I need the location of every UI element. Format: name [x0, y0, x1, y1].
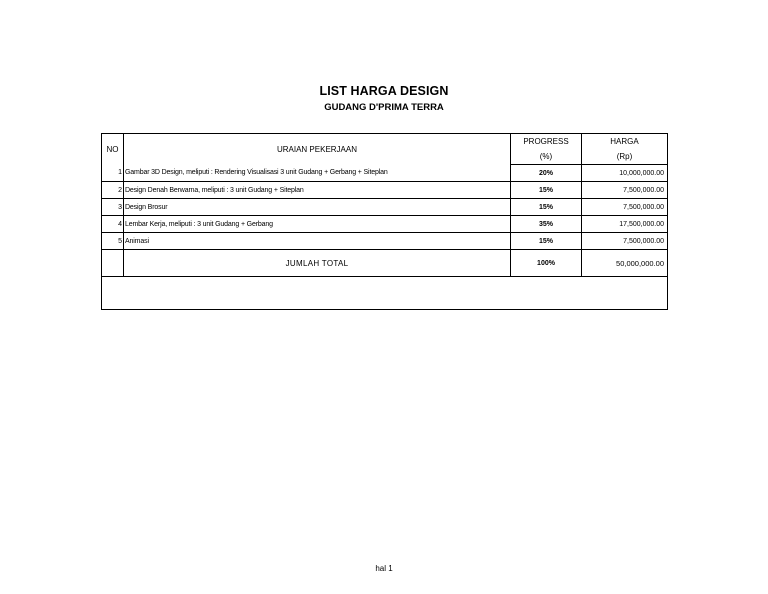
- row-number: 4: [102, 216, 124, 233]
- row-number: 2: [102, 182, 124, 199]
- total-row: [102, 250, 668, 277]
- row-number: 3: [102, 199, 124, 216]
- header-description: URAIAN PEKERJAAN: [124, 134, 511, 165]
- total-no-cell: [102, 250, 124, 277]
- row-number: 5: [102, 233, 124, 250]
- row-progress: 15%: [511, 233, 582, 250]
- row-progress: 35%: [511, 216, 582, 233]
- header-progress: PROGRESS: [511, 134, 582, 150]
- table-row: [102, 216, 668, 233]
- row-description: Design Brosur: [124, 199, 511, 216]
- header-price: HARGA: [610, 137, 639, 146]
- total-label: JUMLAH TOTAL: [124, 250, 511, 277]
- row-progress: 15%: [511, 199, 582, 216]
- row-price: 7,500,000.00: [582, 199, 668, 216]
- row-price: 7,500,000.00: [582, 182, 668, 199]
- blank-cell: [102, 277, 668, 310]
- table-header-row: [102, 134, 668, 150]
- table-row: [102, 199, 668, 216]
- row-description: Design Denah Berwarna, meliputi : 3 unit Gudang + Siteplan: [124, 182, 511, 199]
- row-description: Animasi: [124, 233, 511, 250]
- row-description: Lembar Kerja, meliputi : 3 unit Gudang + Gerbang: [124, 216, 511, 233]
- total-progress: 100%: [511, 250, 582, 277]
- blank-row: [102, 277, 668, 310]
- row-price: 7,500,000.00: [582, 233, 668, 250]
- row-number: 1: [102, 165, 124, 182]
- row-progress: 20%: [511, 165, 582, 182]
- page-number: hal 1: [375, 564, 393, 573]
- row-progress: 15%: [511, 182, 582, 199]
- price-list-table: [101, 133, 668, 310]
- header-price-unit: (Rp): [582, 149, 668, 165]
- row-price: 17,500,000.00: [582, 216, 668, 233]
- header-progress-unit: (%): [511, 149, 582, 165]
- document-subtitle: GUDANG D'PRIMA TERRA: [324, 102, 444, 113]
- document-title: LIST HARGA DESIGN: [319, 84, 449, 98]
- table-row: [102, 182, 668, 199]
- table-row: [102, 165, 668, 182]
- row-description: Gambar 3D Design, meliputi : Rendering Visualisasi 3 unit Gudang + Gerbang + Siteplan: [124, 165, 511, 182]
- row-price: 10,000,000.00: [582, 165, 668, 182]
- header-no: NO: [102, 134, 124, 165]
- table-row: [102, 233, 668, 250]
- total-price: 50,000,000.00: [582, 250, 668, 277]
